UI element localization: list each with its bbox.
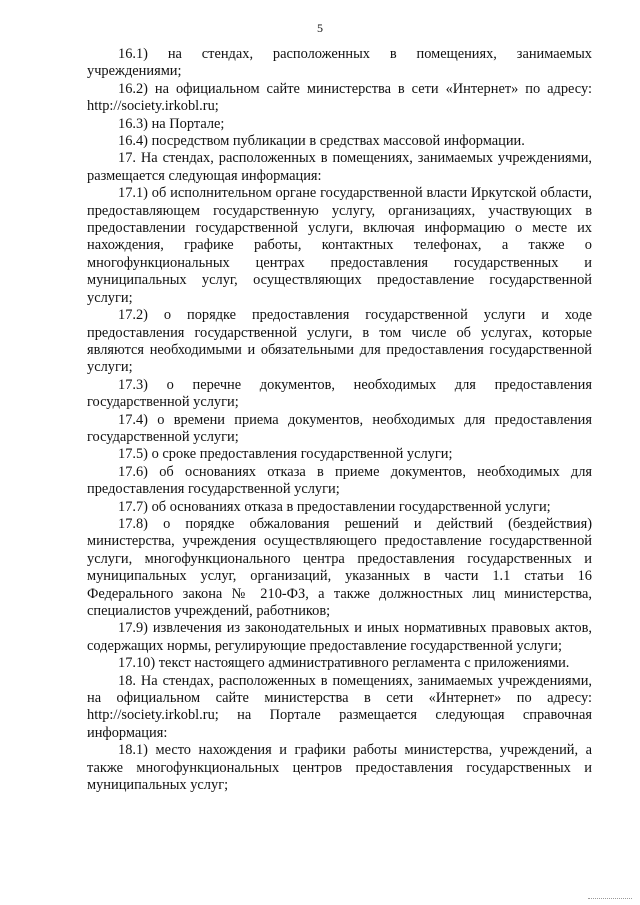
paragraph-18-1: 18.1) место нахождения и графики работы министерства, учреждений, а также многофункциональных центров предоставления государственных и муниципальных услуг; (87, 742, 592, 794)
paragraph-16-4: 16.4) посредством публикации в средствах массовой информации. (118, 133, 525, 150)
paragraph-17-8: 17.8) о порядке обжалования решений и действий (бездействия) министерства, учреждения осуществляющего предоставление государственной услуги, многофункционального центра предоставления государственных и муниципальных услуг, организаций, указанных в части 1.1 статьи 16 Федерального закона № 210-ФЗ, а также должностных лиц министерства, специалистов учреждений, работников; (87, 515, 592, 619)
paragraph-17-7: 17.7) об основаниях отказа в предоставлении государственной услуги; (118, 498, 551, 515)
paragraph-17-9: 17.9) извлечения из законодательных и иных нормативных правовых актов, содержащих нормы, регулирующие предоставление государственной услуги; (87, 620, 592, 654)
paragraph-17-4: 17.4) о времени приема документов, необходимых для предоставления государственной услуги; (87, 411, 592, 445)
paragraph-17-2: 17.2) о порядке предоставления государственной услуги и ходе предоставления государственной услуги, в том числе об услугах, которые являются необходимыми и обязательными для предоставления государственной услуги; (87, 307, 592, 376)
scan-margin-mark (588, 898, 632, 901)
paragraph-17-3: 17.3) о перечне документов, необходимых для предоставления государственной услуги; (87, 376, 592, 411)
paragraph-17-5: 17.5) о сроке предоставления государственной услуги; (118, 446, 453, 463)
paragraph-17-10: 17.10) текст настоящего административного регламента с приложениями. (118, 655, 570, 672)
paragraph-17: 17. На стендах, расположенных в помещениях, занимаемых учреждениями, размещается следующая информация: (87, 150, 592, 184)
document-body (87, 46, 592, 794)
paragraph-16-1: 16.1) на стендах, расположенных в помещениях, занимаемых учреждениями; (87, 46, 592, 80)
paragraph-17-1: 17.1) об исполнительном органе государственной власти Иркутской области, предоставляющем государственную услугу, организациях, участвующих в предоставлении государственной услуги, включая информацию о месте их нахождения, графике работы, контактных телефонах, а также о многофункциональных центрах предоставления государственных и муниципальных услуг, осуществляющих предоставление государственной услуги; (87, 185, 592, 306)
page-number: 5 (317, 21, 323, 35)
paragraph-16-3: 16.3) на Портале; (118, 115, 225, 132)
paragraph-17-6: 17.6) об основаниях отказа в приеме документов, необходимых для предоставления государственной услуги; (87, 463, 592, 498)
paragraph-18: 18. На стендах, расположенных в помещениях, занимаемых учреждениями, на официальном сайте министерства в сети «Интернет» по адресу: http://society.irkobl.ru; на Портале размещается следующая справочная информация: (87, 672, 592, 741)
paragraph-16-2: 16.2) на официальном сайте министерства в сети «Интернет» по адресу: http://society.irkobl.ru; (87, 80, 592, 115)
